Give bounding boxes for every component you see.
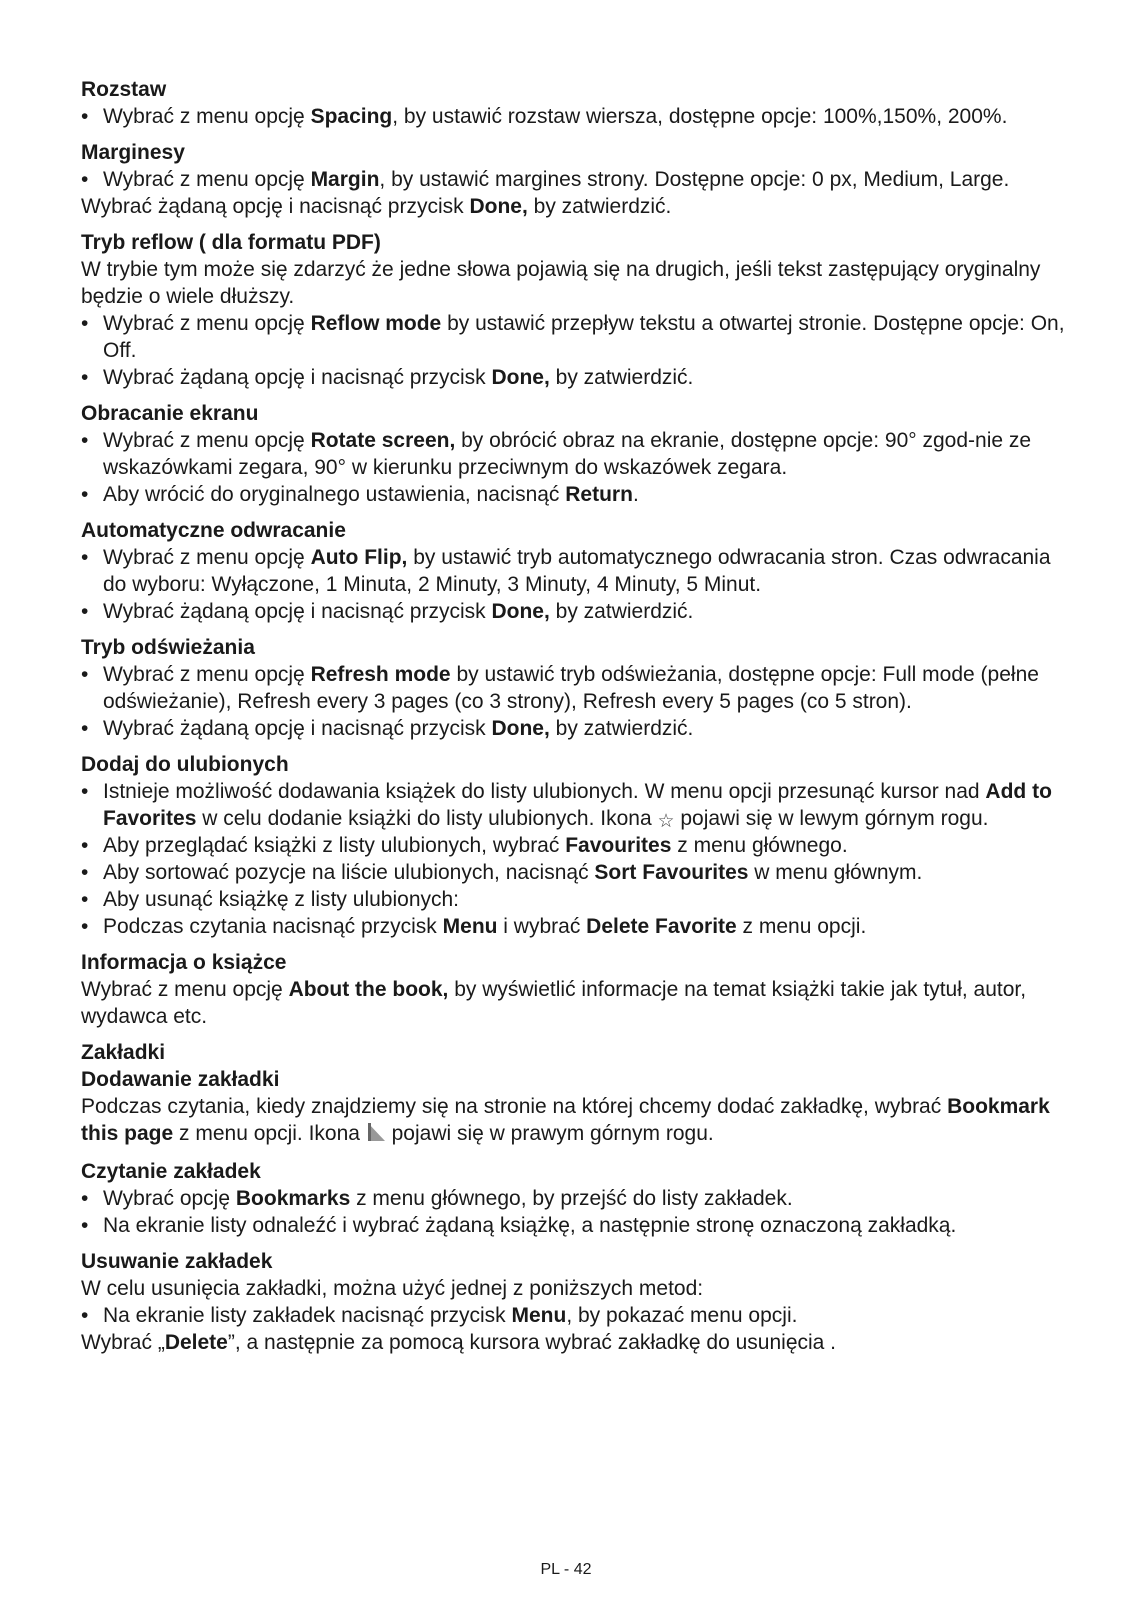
list-item: • Wybrać żądaną opcję i nacisnąć przycisk Done, by zatwierdzić. bbox=[81, 715, 1071, 742]
list-item: • Aby usunąć książkę z listy ulubionych: bbox=[81, 886, 1071, 913]
bold-term: Rotate screen, bbox=[310, 429, 456, 452]
section-heading: Tryb reflow ( dla formatu PDF) bbox=[81, 231, 381, 254]
section-heading: Rozstaw bbox=[81, 78, 167, 101]
bold-term: Refresh mode bbox=[310, 663, 451, 686]
bullet-list bbox=[81, 166, 1071, 193]
bullet-list bbox=[81, 1185, 1071, 1239]
section-subheading: Dodawanie zakładki bbox=[81, 1068, 280, 1091]
section bbox=[81, 400, 1071, 508]
bold-term: Spacing bbox=[310, 105, 393, 128]
bullet-list bbox=[81, 1302, 1071, 1329]
document-body bbox=[81, 76, 1071, 1365]
list-item: • Wybrać z menu opcję Margin, by ustawić margines strony. Dostępne opcje: 0 px, Medium, Large. bbox=[81, 166, 1071, 193]
section-heading: Zakładki bbox=[81, 1041, 166, 1064]
bold-term: Delete Favorite bbox=[586, 915, 737, 938]
bullet-list bbox=[81, 103, 1071, 130]
section bbox=[81, 1248, 1071, 1356]
bold-term: Reflow mode bbox=[310, 312, 442, 335]
bold-term: Margin bbox=[310, 168, 380, 191]
section-heading: Automatyczne odwracanie bbox=[81, 519, 346, 542]
bold-term: Menu bbox=[511, 1304, 567, 1327]
section bbox=[81, 76, 1071, 130]
list-item: • Wybrać z menu opcję Spacing, by ustawić rozstaw wiersza, dostępne opcje: 100%,150%, 200%. bbox=[81, 103, 1071, 130]
bullet-list bbox=[81, 778, 1071, 940]
bullet-list bbox=[81, 544, 1071, 625]
list-item: • Wybrać żądaną opcję i nacisnąć przycisk Done, by zatwierdzić. bbox=[81, 364, 1071, 391]
paragraph: Wybrać z menu opcję About the book, by wyświetlić informacje na temat książki takie jak tytuł, autor, wydawca etc. bbox=[81, 978, 1027, 1028]
star-icon: ☆ bbox=[657, 811, 675, 832]
section-heading: Czytanie zakładek bbox=[81, 1160, 261, 1183]
bullet-list bbox=[81, 427, 1071, 508]
bold-term: Menu bbox=[442, 915, 498, 938]
section bbox=[81, 1158, 1071, 1239]
bold-term: About the book, bbox=[288, 978, 449, 1001]
section-heading: Obracanie ekranu bbox=[81, 402, 259, 425]
list-item: • Wybrać z menu opcję Reflow mode by ustawić przepływ tekstu a otwartej stronie. Dostępne opcje: On, Off. bbox=[81, 310, 1071, 364]
bold-term: Favourites bbox=[565, 834, 672, 857]
bold-term: Auto Flip, bbox=[310, 546, 408, 569]
list-item: • Wybrać opcję Bookmarks z menu głównego, by przejść do listy zakładek. bbox=[81, 1185, 1071, 1212]
bold-term: Bookmarks bbox=[235, 1187, 351, 1210]
bold-term: Done, bbox=[469, 195, 528, 218]
section-heading: Tryb odświeżania bbox=[81, 636, 255, 659]
paragraph: Podczas czytania, kiedy znajdziemy się na stronie na której chcemy dodać zakładkę, wybrać Bookmark this page z menu opcji. Ikona pojawi się w prawym górnym rogu. bbox=[81, 1093, 1071, 1149]
bold-term: Delete bbox=[164, 1331, 228, 1354]
section bbox=[81, 517, 1071, 625]
paragraph: Wybrać żądaną opcję i nacisnąć przycisk Done, by zatwierdzić. bbox=[81, 195, 672, 218]
section bbox=[81, 1039, 1071, 1149]
list-item: • Aby sortować pozycje na liście ulubionych, nacisnąć Sort Favourites w menu głównym. bbox=[81, 859, 1071, 886]
section-heading: Usuwanie zakładek bbox=[81, 1250, 273, 1273]
section bbox=[81, 634, 1071, 742]
paragraph: Wybrać „Delete”, a następnie za pomocą kursora wybrać zakładkę do usunięcia . bbox=[81, 1331, 837, 1354]
bookmark-corner-icon bbox=[366, 1122, 386, 1149]
list-item: • Na ekranie listy odnaleźć i wybrać żądaną książkę, a następnie stronę oznaczoną zakładką. bbox=[81, 1212, 1071, 1239]
section bbox=[81, 139, 1071, 220]
list-item: • Na ekranie listy zakładek nacisnąć przycisk Menu, by pokazać menu opcji. bbox=[81, 1302, 1071, 1329]
bold-term: Bookmark this page bbox=[81, 1095, 1050, 1145]
list-item: • Aby przeglądać książki z listy ulubionych, wybrać Favourites z menu głównego. bbox=[81, 832, 1071, 859]
list-item: • Wybrać z menu opcję Auto Flip, by ustawić tryb automatycznego odwracania stron. Czas odwracania do wyboru: Wyłączone, 1 Minuta, 2 Minuty, 3 Minuty, 4 Minuty, 5 Minut. bbox=[81, 544, 1071, 598]
list-item: • Istnieje możliwość dodawania książek do listy ulubionych. W menu opcji przesunąć kursor nad Add to Favorites w celu dodanie książki do listy ulubionych. Ikona ☆ pojawi się w lewym górnym rogu. bbox=[81, 778, 1071, 832]
section bbox=[81, 229, 1071, 391]
section-heading: Informacja o książce bbox=[81, 951, 287, 974]
list-item: • Wybrać z menu opcję Rotate screen, by obrócić obraz na ekranie, dostępne opcje: 90° zgod-nie ze wskazówkami zegara, 90° w kierunku przeciwnym do wskazówek zegara. bbox=[81, 427, 1071, 481]
list-item: • Podczas czytania nacisnąć przycisk Menu i wybrać Delete Favorite z menu opcji. bbox=[81, 913, 1071, 940]
paragraph: W trybie tym może się zdarzyć że jedne słowa pojawią się na drugich, jeśli tekst zastępujący oryginalny będzie o wiele dłuższy. bbox=[81, 258, 1041, 308]
section-heading: Marginesy bbox=[81, 141, 185, 164]
bold-term: Add to Favorites bbox=[103, 780, 1052, 830]
page-number: PL - 42 bbox=[540, 1561, 592, 1578]
bullet-list bbox=[81, 310, 1071, 391]
bold-term: Done, bbox=[491, 366, 550, 389]
bullet-list bbox=[81, 661, 1071, 742]
section bbox=[81, 751, 1071, 940]
bold-term: Done, bbox=[491, 600, 550, 623]
bold-term: Done, bbox=[491, 717, 550, 740]
bold-term: Return bbox=[565, 483, 633, 506]
bold-term: Sort Favourites bbox=[594, 861, 749, 884]
list-item: • Aby wrócić do oryginalnego ustawienia, nacisnąć Return. bbox=[81, 481, 1071, 508]
section-heading: Dodaj do ulubionych bbox=[81, 753, 289, 776]
list-item: • Wybrać żądaną opcję i nacisnąć przycisk Done, by zatwierdzić. bbox=[81, 598, 1071, 625]
list-item: • Wybrać z menu opcję Refresh mode by ustawić tryb odświeżania, dostępne opcje: Full mode (pełne odświeżanie), Refresh every 3 pages (co 3 strony), Refresh every 5 pages (co 5 stron). bbox=[81, 661, 1071, 715]
section bbox=[81, 949, 1071, 1030]
paragraph: W celu usunięcia zakładki, można użyć jednej z poniższych metod: bbox=[81, 1277, 704, 1300]
